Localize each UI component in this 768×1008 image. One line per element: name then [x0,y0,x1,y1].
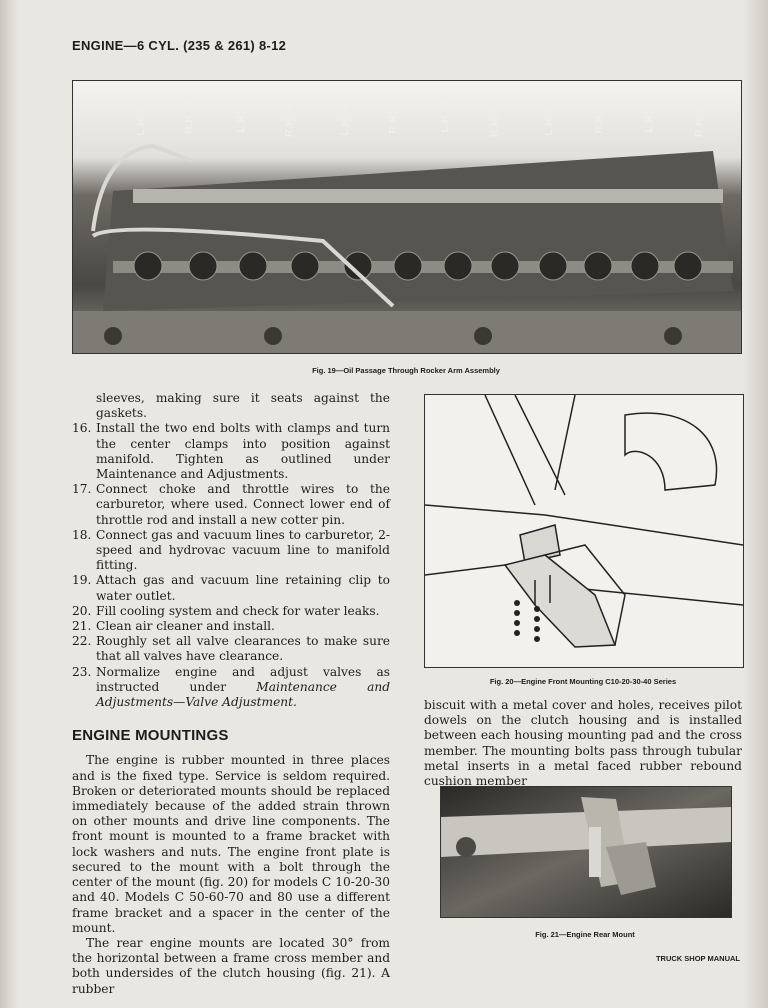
figure-20-caption: Fig. 20—Engine Front Mounting C10-20-30-40 Series [489,677,677,686]
list-item: 19. Attach gas and vacuum line retaining clip to water outlet. [72,573,390,603]
rocker-arm-engine-photo [73,81,741,353]
valve-label-7: L.H. IN. [440,94,451,133]
valve-label-3: L.H. IN. [236,94,247,133]
figure-21-photo [440,786,732,918]
list-item: 22. Roughly set all valve clearances to make sure that all valves have clearance. [72,634,390,664]
front-mount-line-drawing [425,395,743,667]
section-title: ENGINE MOUNTINGS [72,727,229,745]
valve-label-2: R.H. IN. [184,94,195,134]
page-right-edge [744,0,768,1008]
left-column [72,391,390,997]
valve-label-8: R.H. EX. [490,94,501,137]
mountings-paragraph-2: The rear engine mounts are located 30° from the horizontal between a frame cross member and both undersides of the clutch housing (fig. 21). A rubber [72,935,390,996]
valve-label-1: L.H. EX. [136,94,147,136]
valve-label-11: L.H. IN. [644,94,655,133]
valve-label-4: R.H. EX. [284,94,295,137]
valve-label-9: L.H. EX. [544,94,555,136]
valve-label-6: R.H. IN. [388,94,399,134]
page-footer: TRUCK SHOP MANUAL [655,954,740,963]
rear-mount-photo [441,787,731,917]
figure-19-photo [72,80,742,354]
right-column-text [424,698,742,789]
page-header: ENGINE—6 CYL. (235 & 261) 8-12 [72,38,287,53]
figure-20-drawing [424,394,744,668]
mountings-paragraph-1: The engine is rubber mounted in three places and is the fixed type. Service is seldom required. Broken or deteriorated mounts should be replaced immediately because of the added strain thrown on other mounts and drive line components. The front mount is mounted to a frame bracket with lock washers and nuts. The engine front plate is secured to the mount with a bolt through the center of the mount (fig. 20) for models C 10-20-30 and 40. Models C 50-60-70 and 80 use a different frame bracket and a spacer in the center of the mount. [72,753,390,935]
valve-label-10: R.H. IN. [594,94,605,134]
figure-21-caption: Fig. 21—Engine Rear Mount [535,930,635,939]
rear-mount-paragraph: biscuit with a metal cover and holes, receives pilot dowels on the clutch housing and is installed between each housing mounting pad and the cross member. The mounting bolts pass through tubular metal inserts in a metal faced rubber rebound cushion member [424,698,742,789]
procedure-list [72,421,390,710]
figure-19-caption: Fig. 19—Oil Passage Through Rocker Arm Assembly [312,366,500,375]
list-item: 23. Normalize engine and adjust valves as instructed under Maintenance and Adjustments—Valve Adjustment. [72,664,390,710]
continuation-text: sleeves, making sure it seats against the gaskets. [96,391,390,421]
valve-label-5: L.H. EX. [340,94,351,136]
list-item: 16. Install the two end bolts with clamps and turn the center clamps into position against manifold. Tighten as outlined under Maintenance and Adjustments. [72,421,390,482]
list-item: 20. Fill cooling system and check for water leaks. [72,603,380,618]
list-item: 21. Clean air cleaner and install. [72,619,275,634]
valve-label-12: R.H. EX. [694,94,705,137]
list-item: 17. Connect choke and throttle wires to the carburetor, where used. Connect lower end of throttle rod and install a new cotter pin. [72,482,390,527]
page-binding-edge [0,0,18,1008]
list-item: 18. Connect gas and vacuum lines to carburetor, 2-speed and hydrovac vacuum line to manifold fitting. [72,527,390,573]
